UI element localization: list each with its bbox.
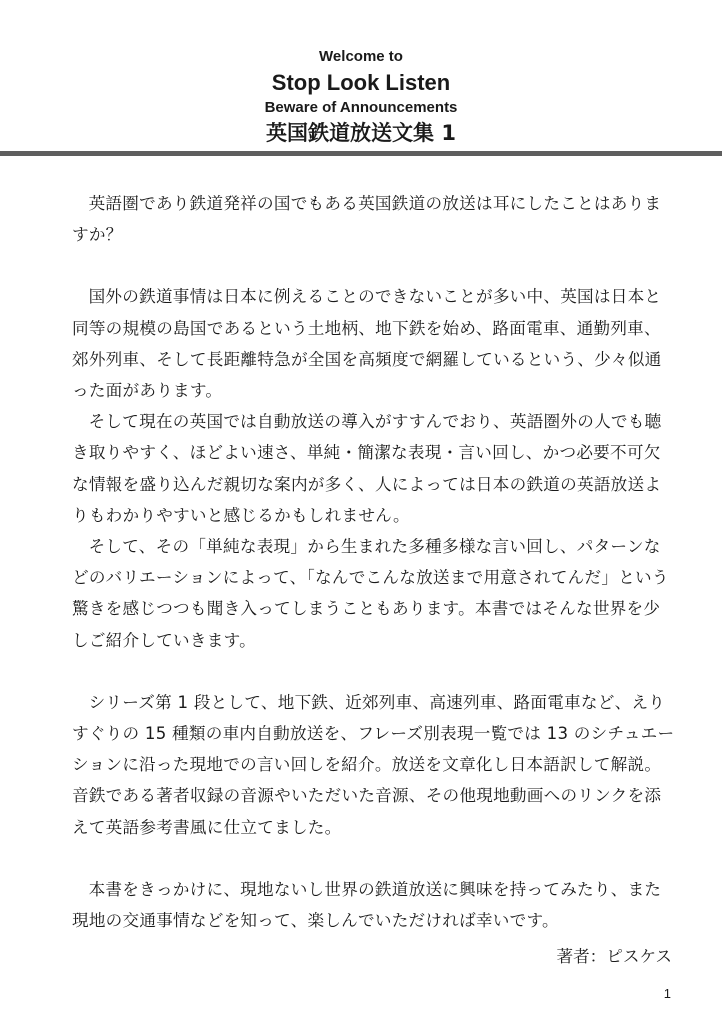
main-title: Stop Look Listen [271, 70, 451, 95]
paragraph-announcements: そして現在の英国では自動放送の導入がすすんでおり、英語圏外の人でも聴き取りやすく、ほどよい速さ、単純・簡潔な表現・言い回し、かつ必要不可欠な情報を盛り込んだ親切な案内が多く、人によっては日本の鉄道の英語放送よりもわかりやすいと感じるかもしれません。 [72, 412, 662, 525]
paragraph-closing: 本書をきっかけに、現地ないし世界の鉄道放送に興味を持ってみたり、また現地の交通事情などを知って、楽しんでいただければ幸いです。 [72, 879, 662, 931]
paragraph-gap [72, 250, 676, 281]
paragraph-variations: そして、その「単純な表現」から生まれた多種多様な言い回し、パターンなどのバリエーションによって、「なんでこんな放送まで用意されてんだ」という驚きを感じつつも聞き入ってしまうこともあります。本書ではそんな世界を少しご紹介していきます。 [72, 537, 669, 650]
paragraph-overseas: 国外の鉄道事情は日本に例えることのできないことが多い中、英国は日本と同等の規模の島国であるという土地柄、地下鉄を始め、路面電車、通勤列車、郊外列車、そして長距離特急が全国を高頻度で網羅しているという、少々似通った面があります。 [72, 287, 662, 401]
author-credit: 著者：ピスケス [556, 947, 672, 966]
japanese-title: 英国鉄道放送文集 1 [266, 121, 456, 145]
title-block [0, 0, 722, 158]
welcome-line: Welcome to [319, 48, 403, 65]
body-text [72, 188, 676, 936]
paragraph-gap [72, 843, 676, 874]
page-number: 1 [663, 986, 671, 1001]
subtitle: Beware of Announcements [264, 99, 458, 116]
paragraph-series: シリーズ第 1 段として、地下鉄、近郊列車、高速列車、路面電車など、えりすぐりの 15 種類の車内自動放送を、フレーズ別表現一覧では 13 のシチュエーションに沿った現地での言い回しを紹介。放送を文章化し日本語訳して解説。音鉄である著者収録の音源やいただいた音源、その他現地動画へのリンクを添えて英語参考書風に仕立てました。 [72, 692, 675, 837]
header-divider [0, 151, 722, 156]
paragraph-intro: 英語圏であり鉄道発祥の国でもある英国鉄道の放送は耳にしたことはありますか？ [72, 194, 662, 245]
paragraph-gap [72, 656, 676, 687]
